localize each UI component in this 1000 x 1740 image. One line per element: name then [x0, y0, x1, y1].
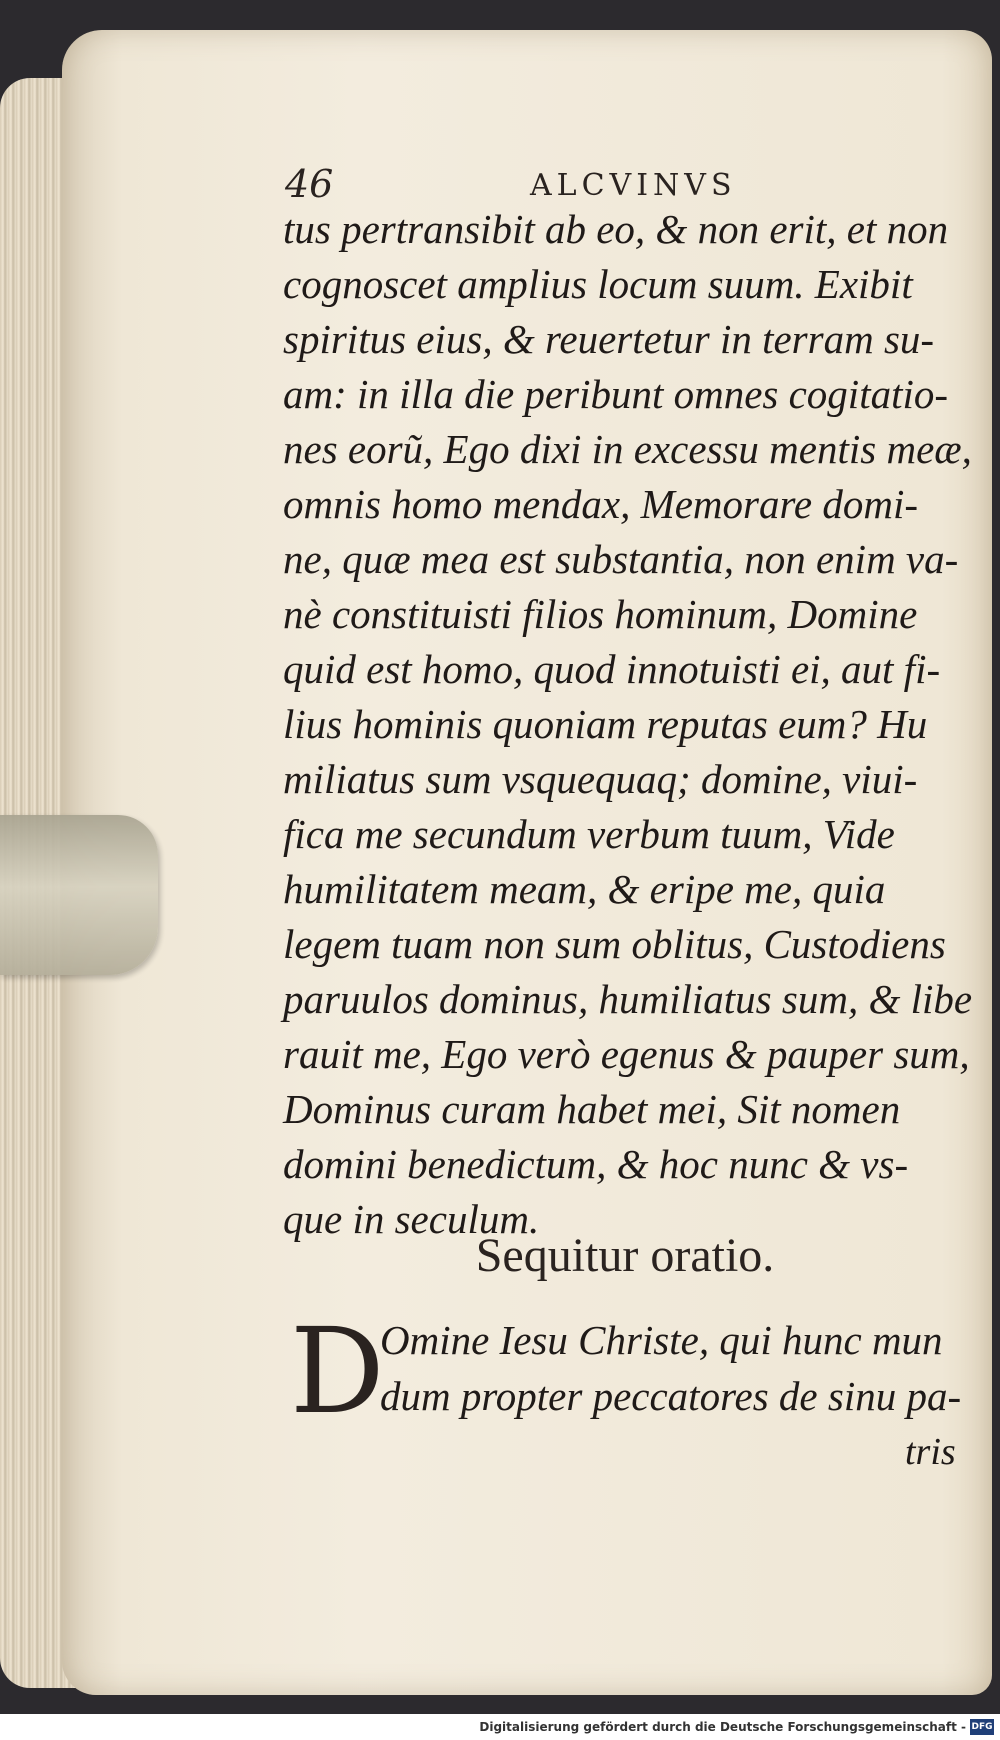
section-heading: Sequitur oratio.: [475, 1229, 775, 1282]
text-line: que in seculum.: [283, 1196, 540, 1242]
text-line: dum propter peccatores de sinu pa-: [380, 1373, 962, 1419]
page-number: 46: [285, 162, 334, 206]
text-line: humilitatem meam, & eripe me, quia: [283, 866, 886, 912]
text-line: am: in illa die peribunt omnes cogitatio-: [283, 371, 949, 417]
footer-credit: Digitalisierung gefördert durch die Deutsche Forschungsgemeinschaft -: [479, 1720, 966, 1734]
text-line: nes eorũ, Ego dixi in excessu mentis meæ,: [283, 426, 972, 472]
text-line: lius hominis quoniam reputas eum? Hu: [283, 701, 928, 747]
text-line: tus pertransibit ab eo, & non erit, et non: [283, 206, 949, 252]
text-line: nè constituisti filios hominum, Domine: [283, 591, 918, 637]
text-line: ne, quæ mea est substantia, non enim va-: [283, 536, 959, 582]
prayer-text: [380, 1312, 980, 1424]
drop-cap: D: [290, 1302, 385, 1440]
text-line: domini benedictum, & hoc nunc & vs-: [283, 1141, 909, 1187]
dfg-logo-icon: DFG: [970, 1719, 994, 1735]
text-line: miliatus sum vsquequaq; domine, viui-: [283, 756, 918, 802]
running-head: ALCVINVS: [530, 168, 737, 203]
text-line: omnis homo mendax, Memorare domi-: [283, 481, 919, 527]
text-line: spiritus eius, & reuertetur in terram su-: [283, 316, 935, 362]
bookmark-ribbon: [0, 815, 158, 975]
text-line: Omine Iesu Christe, qui hunc mun: [380, 1317, 943, 1363]
text-line: legem tuam non sum oblitus, Custodiens: [283, 921, 946, 967]
catchword: tris: [905, 1431, 956, 1473]
text-line: Dominus curam habet mei, Sit nomen: [283, 1086, 901, 1132]
text-line: fica me secundum verbum tuum, Vide: [283, 811, 895, 857]
text-line: quid est homo, quod innotuisti ei, aut fi-: [283, 646, 941, 692]
text-line: cognoscet amplius locum suum. Exibit: [283, 261, 913, 307]
text-line: rauit me, Ego verò egenus & pauper sum,: [283, 1031, 970, 1077]
text-line: paruulos dominus, humiliatus sum, & libe: [283, 976, 973, 1022]
body-text: [283, 202, 973, 1247]
digitization-footer: [0, 1714, 1000, 1740]
